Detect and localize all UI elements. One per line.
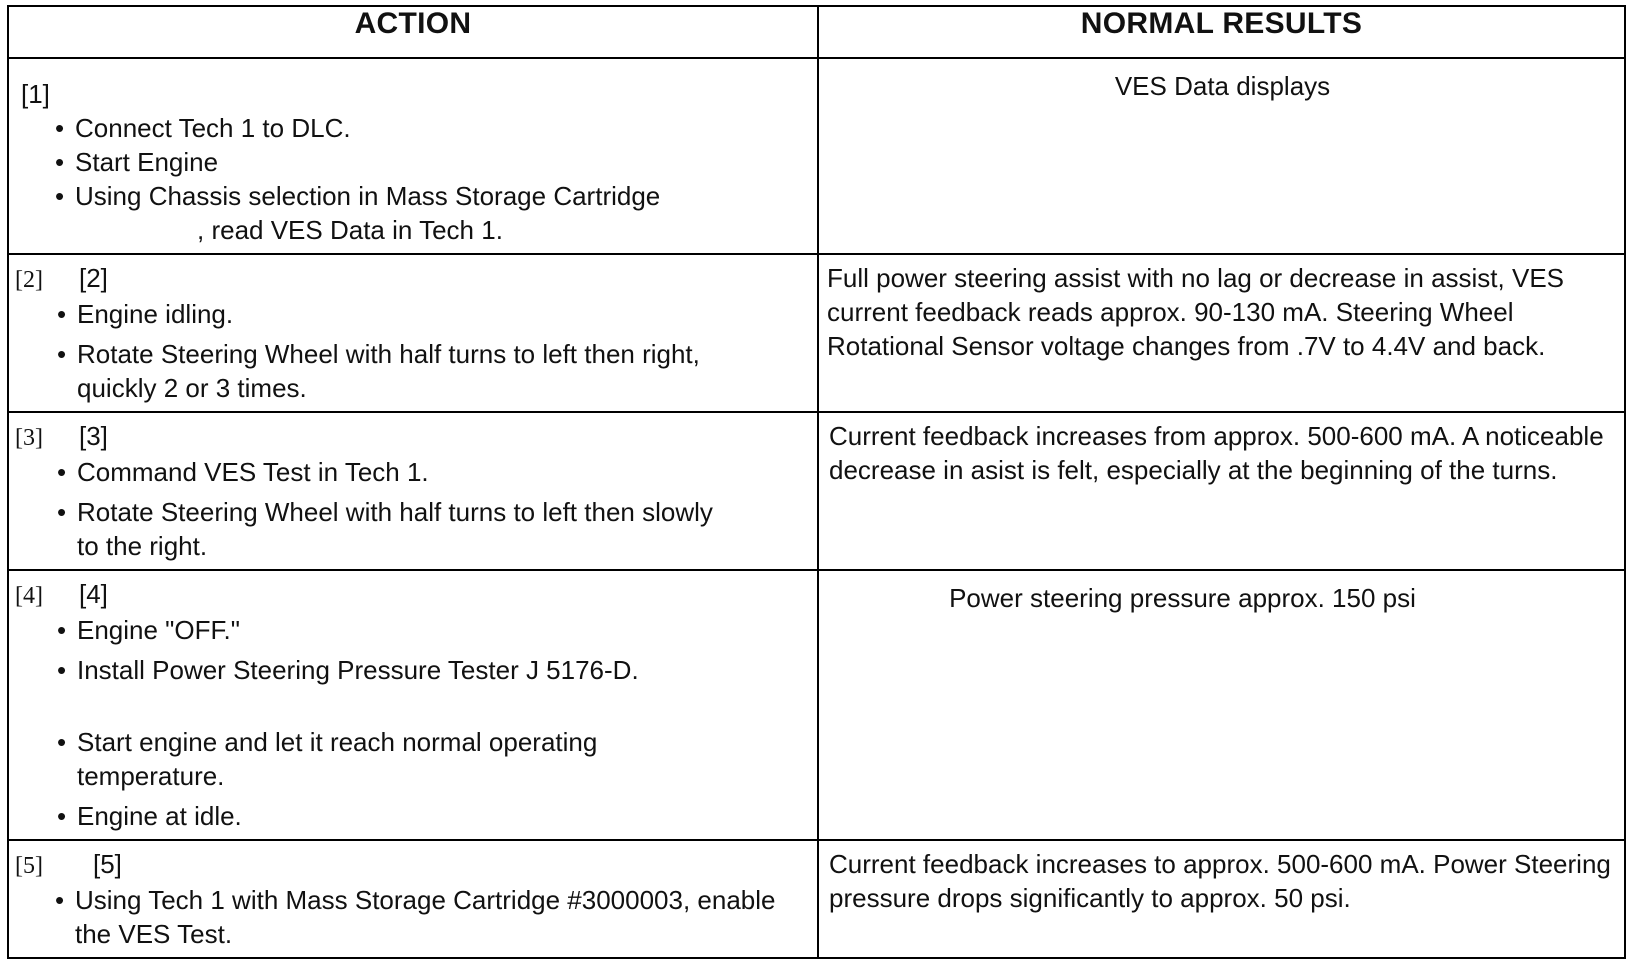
result-cell [818,58,1625,254]
action-cell [8,58,818,254]
action-list [15,613,807,833]
result-text: Full power steering assist with no lag or decrease in assist, VES current feedback reads approx. 90-130 mA. Steering Wheel Rotational Sensor voltage changes from .7V to 4.4V and back. [827,263,1565,361]
action-cell [8,840,818,958]
step-number: [1] [21,79,50,109]
list-item: • Engine at idle. [57,799,807,833]
header-row [8,6,1625,58]
step-number: [2] [2] [15,263,108,293]
list-item: • Connect Tech 1 to DLC. [55,111,807,145]
list-item: • Engine idling. [57,297,807,331]
action-cell [8,570,818,840]
list-item: • Start engine and let it reach normal operating temperature. [57,725,807,793]
action-list [21,111,807,213]
diagnostic-table [7,5,1626,959]
result-cell [818,570,1625,840]
step-number: [5] [5] [15,849,122,879]
action-list [15,883,807,951]
result-text: Current feedback increases to approx. 500-600 mA. Power Steering pressure drops significantly to approx. 50 psi. [829,849,1611,913]
list-item: • Start Engine [55,145,807,179]
normal-results-header: NORMAL RESULTS [818,6,1625,58]
list-item: • Using Tech 1 with Mass Storage Cartridge #3000003, enable the VES Test. [55,883,807,951]
result-cell [818,412,1625,570]
table-row [8,840,1625,958]
table-row [8,58,1625,254]
table-row [8,412,1625,570]
result-cell [818,254,1625,412]
result-text: Current feedback increases from approx. 500-600 mA. A noticeable decrease in asist is felt, especially at the beginning of the turns. [829,421,1604,485]
list-item: • Install Power Steering Pressure Tester J 5176-D. [57,653,807,687]
list-item: • Rotate Steering Wheel with half turns to left then right, quickly 2 or 3 times. [57,337,807,405]
table-row [8,254,1625,412]
action-list [15,455,807,563]
result-text: VES Data displays [1114,71,1331,101]
result-cell [818,840,1625,958]
list-item: • Using Chassis selection in Mass Storage Cartridge [55,179,807,213]
action-list [15,297,807,405]
list-item: • Rotate Steering Wheel with half turns to left then slowly to the right. [57,495,807,563]
step-number: [4] [4] [15,579,108,609]
list-item: • Command VES Test in Tech 1. [57,455,807,489]
list-item-continuation: , read VES Data in Tech 1. [197,215,503,245]
list-item: • Engine "OFF." [57,613,807,647]
action-cell [8,254,818,412]
step-number: [3] [3] [15,421,108,451]
action-header: ACTION [8,6,818,58]
result-text: Power steering pressure approx. 150 psi [949,583,1416,613]
action-cell [8,412,818,570]
table-row [8,570,1625,840]
